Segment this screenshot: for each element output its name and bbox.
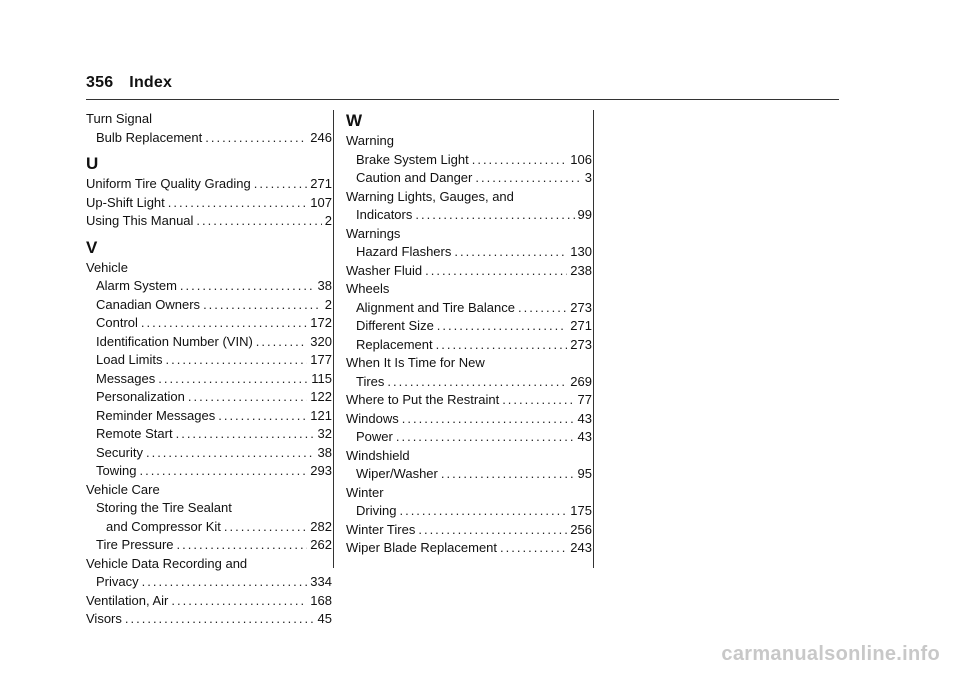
index-entry: Privacy ..... 334 xyxy=(86,573,332,592)
index-entry: Up-Shift Light ..... 107 xyxy=(86,194,332,213)
index-entry: Driving ..... 175 xyxy=(346,502,592,521)
index-entry: Tire Pressure ..... 262 xyxy=(86,536,332,555)
index-entry: Washer Fluid ..... 238 xyxy=(346,262,592,281)
index-entry: Brake System Light ..... 106 xyxy=(346,151,592,170)
letter-heading: V xyxy=(86,237,98,257)
index-entry: Where to Put the Restraint ..... 77 xyxy=(346,391,592,410)
index-entry: Indicators ..... 99 xyxy=(346,206,592,225)
index-entry: Reminder Messages ..... 121 xyxy=(86,407,332,426)
header-rule xyxy=(86,99,839,100)
letter-heading: U xyxy=(86,154,99,173)
index-entry: Power ..... 43 xyxy=(346,428,592,447)
index-entry: Replacement ..... 273 xyxy=(346,336,592,355)
index-entry: Security ..... 38 xyxy=(86,444,332,463)
index-entry: Identification Number (VIN) ..... 320 xyxy=(86,333,332,352)
index-entry: Winter Tires ..... 256 xyxy=(346,521,592,540)
index-heading: Vehicle Care xyxy=(86,481,160,497)
index-entry: Messages ..... 115 xyxy=(86,370,332,389)
index-entry: Hazard Flashers ..... 130 xyxy=(346,243,592,262)
index-entry: Control ..... 172 xyxy=(86,314,332,333)
page-title: Index xyxy=(129,74,173,91)
page-header xyxy=(86,74,172,92)
index-entry: Uniform Tire Quality Grading ..... 271 xyxy=(86,175,332,194)
index-heading: Vehicle Data Recording and xyxy=(86,555,248,571)
page-number: 356 xyxy=(86,74,114,91)
index-heading: Warning Lights, Gauges, and xyxy=(346,188,514,204)
index-entry: Alignment and Tire Balance ..... 273 xyxy=(346,299,592,318)
index-entry: and Compressor Kit ..... 282 xyxy=(86,518,332,537)
index-heading: Turn Signal xyxy=(86,111,152,126)
index-entry: Towing ..... 293 xyxy=(86,462,332,481)
index-entry: Load Limits ..... 177 xyxy=(86,351,332,370)
index-column-2 xyxy=(346,110,592,558)
index-heading: Warning xyxy=(346,133,394,148)
index-heading: Warnings xyxy=(346,225,401,241)
index-heading: Windshield xyxy=(346,447,410,463)
index-entry: Using This Manual ..... 2 xyxy=(86,212,332,231)
index-entry: Remote Start ..... 32 xyxy=(86,425,332,444)
index-heading: Wheels xyxy=(346,281,390,296)
index-entry: Bulb Replacement ..... 246 xyxy=(86,129,332,148)
index-heading: When It Is Time for New xyxy=(346,355,485,370)
column-divider xyxy=(593,110,594,568)
index-entry: Wiper/Washer ..... 95 xyxy=(346,465,592,484)
watermark: carmanualsonline.info xyxy=(721,643,940,665)
index-entry: Windows ..... 43 xyxy=(346,410,592,429)
index-entry: Tires ..... 269 xyxy=(346,373,592,392)
column-divider xyxy=(333,110,334,568)
index-entry: Visors ..... 45 xyxy=(86,610,332,629)
index-entry: Ventilation, Air ..... 168 xyxy=(86,592,332,611)
index-entry: Personalization ..... 122 xyxy=(86,388,332,407)
index-column-1 xyxy=(86,110,332,629)
index-entry: Wiper Blade Replacement ..... 243 xyxy=(346,539,592,558)
letter-heading: W xyxy=(346,111,363,130)
index-subheading: Storing the Tire Sealant xyxy=(96,500,232,515)
index-entry: Different Size ..... 271 xyxy=(346,317,592,336)
index-entry: Caution and Danger ..... 3 xyxy=(346,169,592,188)
index-entry: Alarm System ..... 38 xyxy=(86,277,332,296)
index-heading: Vehicle xyxy=(86,259,128,275)
index-entry: Canadian Owners ..... 2 xyxy=(86,296,332,315)
index-heading: Winter xyxy=(346,484,384,500)
